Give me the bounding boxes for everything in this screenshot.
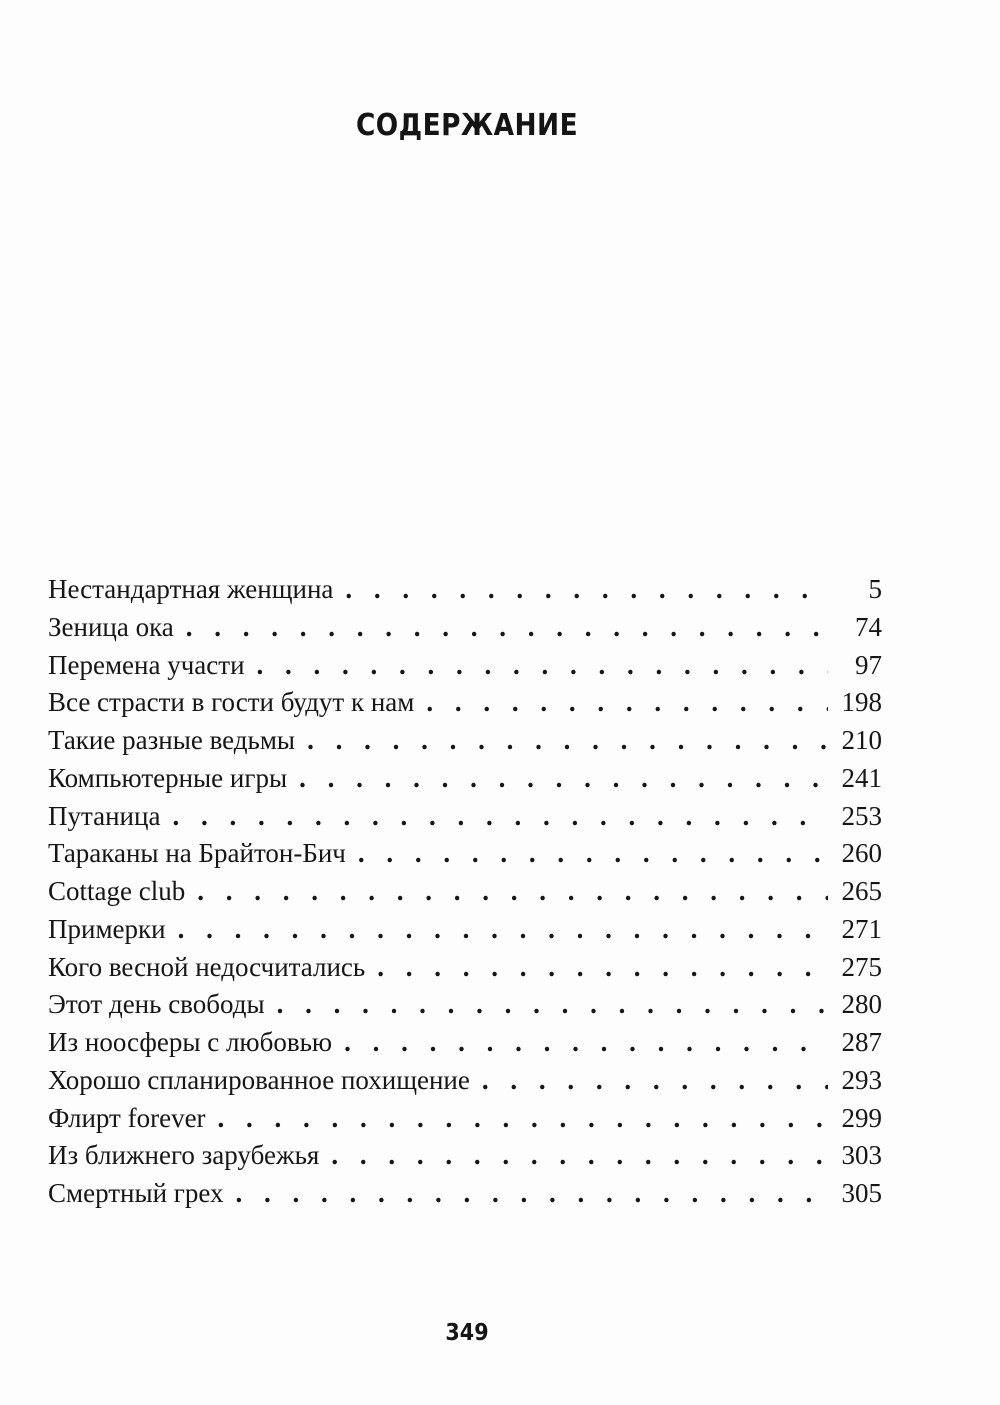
toc-entry [48, 1178, 882, 1216]
toc-entry [48, 838, 882, 876]
toc-entry-title: Cottage club [48, 876, 186, 906]
toc-entry-title: Нестандартная женщина [48, 574, 334, 604]
toc-entry-title: Все страсти в гости будут к нам [48, 687, 415, 718]
toc-entry-page: 280 [841, 989, 882, 1020]
toc-entry-title: Компьютерные игры [48, 762, 288, 793]
toc-entry [48, 914, 882, 952]
toc-entry [48, 574, 882, 612]
toc-entry-page: 210 [841, 725, 882, 755]
toc-entry-title: Кого весной недосчитались [48, 951, 366, 982]
dot-leader [331, 1140, 827, 1171]
toc-entry-title: Хорошо спланированное похищение [48, 1064, 470, 1095]
dot-leader [377, 952, 827, 983]
toc-entry [48, 1065, 882, 1103]
toc-entry [48, 687, 882, 725]
toc-entry [48, 612, 882, 650]
toc-entry-title: Смертный грех [48, 1178, 224, 1208]
toc-entry-page: 271 [841, 913, 882, 944]
toc-entry-title: Этот день свободы [48, 989, 265, 1020]
toc-entry [48, 952, 882, 990]
toc-entry-page: 74 [855, 611, 882, 642]
toc-entry [48, 725, 882, 763]
table-of-contents [48, 574, 882, 1216]
page-number: 349 [445, 1320, 489, 1346]
toc-entry-page: 260 [841, 838, 882, 869]
dot-leader [345, 574, 828, 605]
toc-entry [48, 1103, 882, 1141]
toc-entry-title: Путаница [48, 800, 161, 831]
toc-entry-page: 97 [855, 649, 882, 680]
toc-entry-page: 265 [841, 876, 882, 906]
toc-entry-page: 241 [841, 762, 882, 793]
page-title: СОДЕРЖАНИЕ [355, 108, 579, 143]
toc-entry-page: 198 [841, 687, 882, 718]
toc-entry-page: 293 [841, 1064, 882, 1095]
dot-leader [307, 725, 827, 756]
toc-entry-page: 5 [868, 574, 882, 604]
dot-leader [236, 1178, 828, 1209]
toc-entry-title: Флирт forever [48, 1102, 206, 1133]
toc-entry [48, 650, 882, 688]
toc-entry-title: Из ноосферы с любовью [48, 1027, 333, 1057]
dot-leader [178, 914, 828, 945]
dot-leader [277, 989, 828, 1020]
toc-entry-title: Зеница ока [48, 611, 174, 642]
toc-entry-title: Из ближнего зарубежья [48, 1140, 320, 1171]
toc-entry [48, 989, 882, 1027]
toc-entry-page: 305 [841, 1178, 882, 1208]
toc-entry [48, 763, 882, 801]
dot-leader [218, 1103, 828, 1134]
toc-entry [48, 876, 882, 914]
dot-leader [197, 876, 827, 907]
dot-leader [358, 838, 828, 869]
toc-entry-page: 275 [841, 951, 882, 982]
dot-leader [344, 1027, 827, 1058]
dot-leader [257, 650, 828, 681]
toc-entry [48, 1027, 882, 1065]
toc-entry-title: Тараканы на Брайтон-Бич [48, 838, 346, 869]
toc-entry [48, 1140, 882, 1178]
toc-entry-page: 287 [841, 1027, 882, 1057]
dot-leader [482, 1065, 828, 1096]
toc-entry-title: Перемена участи [48, 649, 245, 680]
dot-leader [299, 763, 827, 794]
dot-leader [172, 801, 827, 832]
dot-leader [426, 687, 827, 718]
toc-entry-page: 253 [841, 800, 882, 831]
toc-entry-page: 299 [841, 1102, 882, 1133]
dot-leader [186, 612, 828, 643]
toc-entry-title: Примерки [48, 913, 166, 944]
toc-entry-page: 303 [841, 1140, 882, 1171]
toc-entry-title: Такие разные ведьмы [48, 725, 296, 755]
toc-entry [48, 801, 882, 839]
